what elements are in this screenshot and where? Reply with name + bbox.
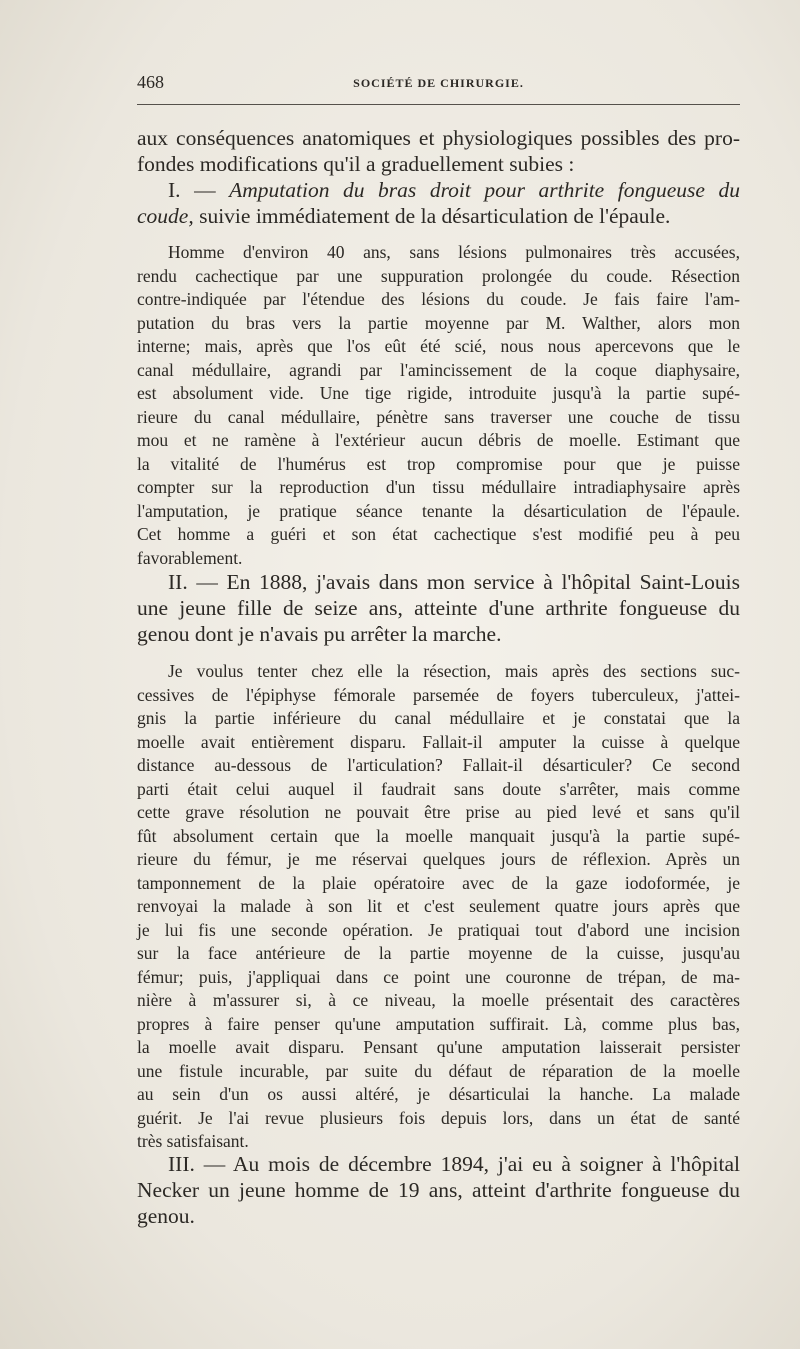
text-line: je lui fis une seconde opération. Je pratiquai tout d'abord une incision [137, 919, 740, 940]
text-line: interne; mais, après que l'os eût été scié, nous nous apercevons que le [137, 336, 740, 356]
text-line: renvoyai la malade à son lit et c'est seulement quatre jours après que [137, 896, 740, 916]
text-line: une fistule incurable, par suite du défaut de réparation de la moelle [137, 1060, 740, 1081]
text-line: sur la face antérieure de la partie moyenne de la cuisse, jusqu'au [137, 943, 740, 963]
text-line: Necker un jeune homme de 19 ans, atteint d'arthrite fongueuse du [137, 1178, 740, 1202]
text-line: canal médullaire, agrandi par l'amincissement de la coque diaphysaire, [137, 359, 740, 380]
case-3-heading [137, 1151, 740, 1229]
text-line: Homme d'environ 40 ans, sans lésions pulmonaires très accusées, [168, 242, 740, 262]
text-line: propres à faire penser qu'une amputation suffirait. Là, comme plus bas, [137, 1013, 740, 1034]
case-1-title-rest: suivie immédiatement de la désarticulation de l'épaule. [193, 204, 671, 228]
text-line: parti était celui auquel il faudrait sans doute s'arrêter, mais comme [137, 778, 740, 799]
case-1-title: Amputation du bras droit pour arthrite fongueuse du [229, 178, 740, 202]
text-line: rieure du canal médullaire, pénètre sans traverser une couche de tissu [137, 406, 740, 427]
text-line: cessives de l'épiphyse fémorale parsemée de foyers tuberculeux, j'attei- [137, 684, 740, 705]
case-2-heading [137, 569, 740, 647]
case-1-heading [137, 177, 740, 229]
text-line: fémur; puis, j'appliquai dans ce point une couronne de trépan, de ma- [137, 966, 740, 987]
case-1-title-end: coude, [137, 204, 194, 228]
text-line: guérit. Je l'ai revue plusieurs fois depuis lors, dans un état de santé [137, 1107, 740, 1128]
case-1-body [137, 241, 740, 570]
intro-paragraph [137, 125, 740, 177]
text-line: la moelle avait disparu. Pensant qu'une amputation laisserait persister [137, 1037, 740, 1057]
text-line: très satisfaisant. [137, 1131, 249, 1151]
text-line: nière à m'assurer si, à ce niveau, la moelle présentait des caractères [137, 990, 740, 1010]
running-head: SOCIÉTÉ DE CHIRURGIE. [353, 76, 524, 90]
text-line: Je voulus tenter chez elle la résection, mais après des sections suc- [168, 661, 740, 681]
text-line: genou. [137, 1204, 195, 1228]
text-line: III. — Au mois de décembre 1894, j'ai eu à soigner à l'hôpital [168, 1152, 740, 1176]
text-line: l'amputation, je pratique séance tenante la désarticulation de l'épaule. [137, 500, 740, 521]
text-line: Cet homme a guéri et son état cachectique s'est modifié peu à peu [137, 524, 740, 544]
text-line: genou dont je n'avais pu arrêter la marche. [137, 622, 502, 646]
text-line: rendu cachectique par une suppuration prolongée du coude. Résection [137, 265, 740, 286]
text-line: gnis la partie inférieure du canal médullaire et je constatai que la [137, 708, 740, 728]
text-line: est absolument vide. Une tige rigide, introduite jusqu'à la partie supé- [137, 383, 740, 403]
text-line: fût absolument certain que la moelle manquait jusqu'à la partie supé- [137, 825, 740, 846]
case-2-body [137, 660, 740, 1154]
case-1-title-line [137, 203, 740, 229]
page-header [137, 70, 740, 98]
text-line: une jeune fille de seize ans, atteinte d'une arthrite fongueuse du [137, 596, 740, 620]
text-line: au sein d'un os aussi altéré, je désarticulai la hanche. La malade [137, 1084, 740, 1104]
text-line: putation du bras vers la partie moyenne par M. Walther, alors mon [137, 312, 740, 333]
text-line: rieure du fémur, je me réservai quelques jours de réflexion. Après un [137, 849, 740, 869]
text-line: favorablement. [137, 547, 243, 568]
text-line: tamponnement de la plaie opératoire avec de la gaze iodoformée, je [137, 872, 740, 893]
text-line: cette grave résolution ne pouvait être prise au pied levé et sans qu'il [137, 802, 740, 822]
text-line: contre-indiquée par l'étendue des lésions du coude. Je fais faire l'am- [137, 289, 740, 309]
case-1-numeral: I. — [168, 178, 230, 202]
case-1-title-line [137, 177, 740, 203]
text-line: compter sur la reproduction d'un tissu médullaire intradiaphysaire après [137, 477, 740, 497]
text-line: moelle avait entièrement disparu. Fallait-il amputer la cuisse à quelque [137, 731, 740, 752]
text-line: mou et ne ramène à l'extérieur aucun débris de moelle. Estimant que [137, 430, 740, 450]
page-number: 468 [137, 72, 164, 92]
text-line: II. — En 1888, j'avais dans mon service à l'hôpital Saint-Louis [168, 570, 740, 594]
text-line: la vitalité de l'humérus est trop compromise pour que je puisse [137, 453, 740, 474]
text-line: fondes modifications qu'il a graduellement subies : [137, 152, 575, 176]
header-rule [137, 104, 740, 105]
text-line: distance au-dessous de l'articulation? Fallait-il désarticuler? Ce second [137, 755, 740, 775]
text-line: aux conséquences anatomiques et physiologiques possibles des pro- [137, 126, 740, 150]
